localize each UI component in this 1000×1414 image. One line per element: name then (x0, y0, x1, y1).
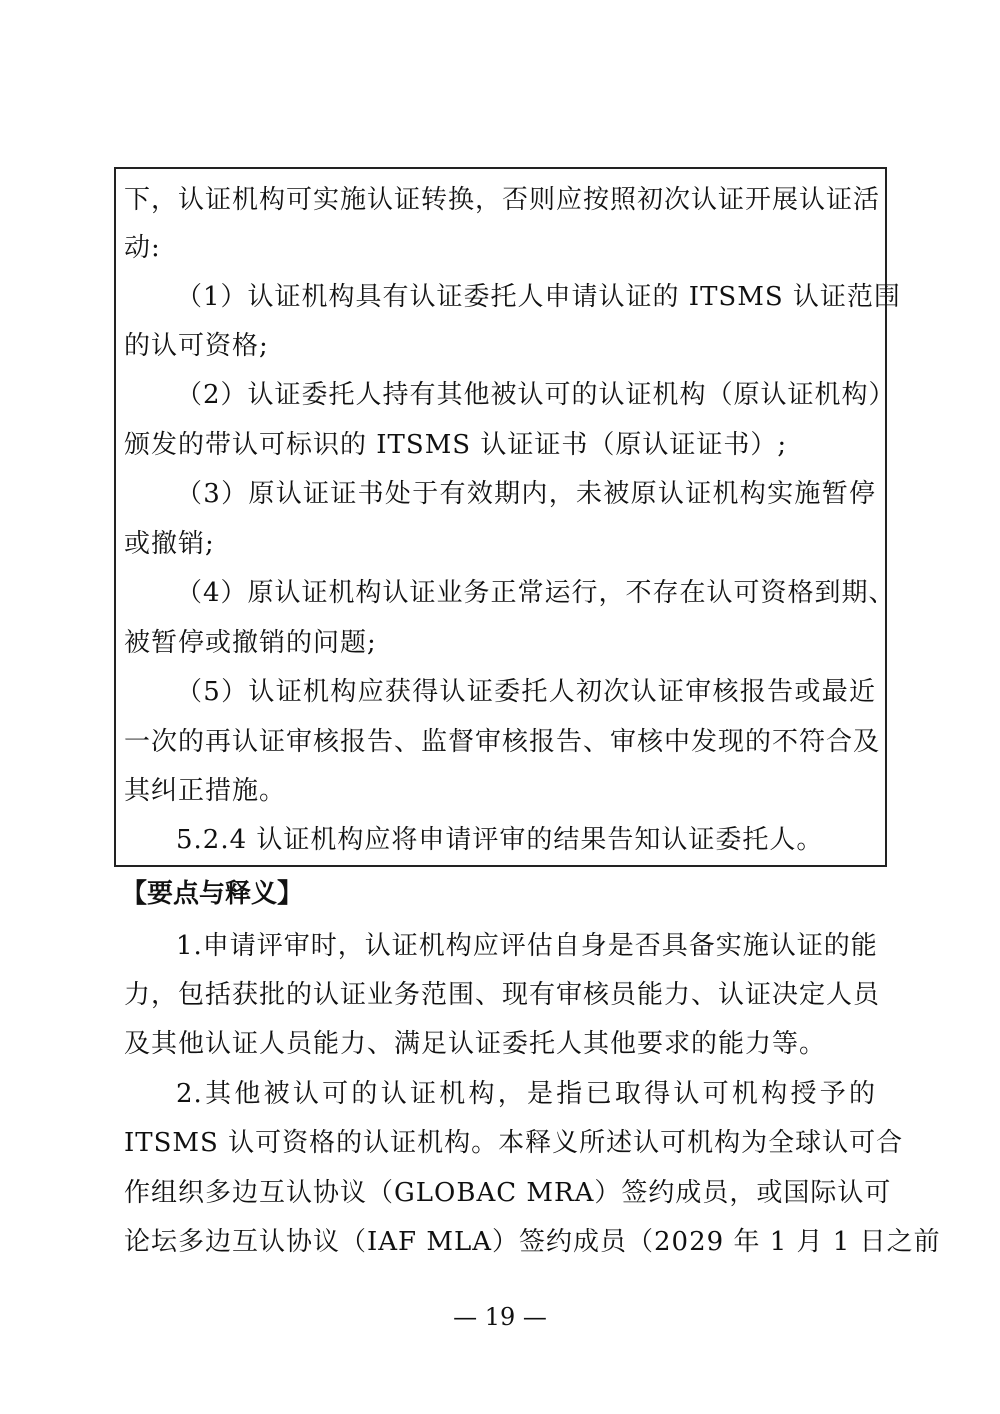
box-line: 5.2.4 认证机构应将申请评审的结果告知认证委托人。 (176, 825, 824, 855)
body-line: ITSMS 认可资格的认证机构。本释义所述认可机构为全球认可合 (124, 1128, 904, 1158)
body-line: 论坛多边互认协议（IAF MLA）签约成员（2029 年 1 月 1 日之前 (124, 1227, 941, 1257)
body-line: 及其他认证人员能力、满足认证委托人其他要求的能力等。 (124, 1029, 827, 1059)
box-line: （5）认证机构应获得认证委托人初次认证审核报告或最近 (176, 677, 876, 707)
section-heading: 【要点与释义】 (121, 879, 304, 909)
body-line: 1.申请评审时，认证机构应评估自身是否具备实施认证的能 (176, 931, 878, 961)
box-line: 动: (124, 233, 161, 263)
page-number: — 19 — (453, 1303, 547, 1331)
box-line: 的认可资格; (124, 331, 269, 361)
box-line: 其纠正措施。 (124, 776, 287, 806)
body-line: 力，包括获批的认证业务范围、现有审核员能力、认证决定人员 (124, 980, 881, 1010)
body-line: 作组织多边互认协议（GLOBAC MRA）签约成员，或国际认可 (124, 1178, 892, 1208)
box-line: （3）原认证证书处于有效期内，未被原认证机构实施暂停 (176, 479, 876, 509)
box-line: （4）原认证机构认证业务正常运行，不存在认可资格到期、 (176, 578, 896, 608)
box-line: 下，认证机构可实施认证转换，否则应按照初次认证开展认证活 (124, 185, 881, 215)
quoted-standard-box (114, 167, 901, 867)
box-line: （2）认证委托人持有其他被认可的认证机构（原认证机构） (176, 380, 896, 410)
box-line: 或撤销; (124, 529, 215, 559)
box-line: 被暂停或撤销的问题; (124, 628, 377, 658)
body-line: 2.其他被认可的认证机构，是指已取得认可机构授予的 (176, 1079, 876, 1109)
box-line: （1）认证机构具有认证委托人申请认证的 ITSMS 认证范围 (176, 282, 901, 312)
box-line: 一次的再认证审核报告、监督审核报告、审核中发现的不符合及 (124, 727, 881, 757)
box-line: 颁发的带认可标识的 ITSMS 认证证书（原认证证书）; (124, 430, 788, 460)
